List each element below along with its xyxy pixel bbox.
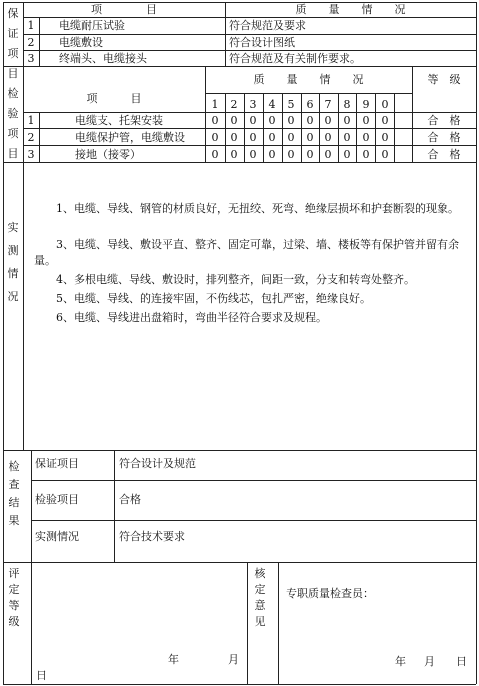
guarantee-row-item: 终端头、电缆接头 <box>59 52 147 65</box>
inspection-header-grade: 等 级 <box>427 73 461 86</box>
digit-header: 6 <box>306 98 314 111</box>
inspection-row-no: 1 <box>27 114 35 127</box>
inspection-value: 0 <box>249 114 257 127</box>
inspection-value: 0 <box>362 114 370 127</box>
rating-date-day: 日 <box>36 669 47 682</box>
digit-header: 8 <box>343 98 351 111</box>
digit-header: 5 <box>287 98 295 111</box>
inspection-value: 0 <box>249 148 257 161</box>
rating-side-label: 评定等级 <box>8 567 20 628</box>
inspection-row-item: 接地（接零） <box>75 148 141 161</box>
inspection-value: 0 <box>324 131 332 144</box>
measured-paragraph: 6、电缆、导线进出盘箱时，弯曲半径符合要求及规程。 <box>56 311 327 324</box>
inspection-value: 0 <box>268 131 276 144</box>
digit-header: 0 <box>381 98 389 111</box>
inspection-header-quality: 质 量 情 况 <box>253 73 364 86</box>
guarantee-row-quality: 符合规范及有关制作要求。 <box>229 52 361 65</box>
inspection-value: 0 <box>324 114 332 127</box>
digit-header: 2 <box>230 98 238 111</box>
guarantee-row-no: 2 <box>27 36 35 49</box>
guarantee-row-quality: 符合设计图纸 <box>229 36 295 49</box>
guarantee-row-item: 电缆耐压试验 <box>59 19 125 32</box>
inspection-value: 0 <box>268 148 276 161</box>
rating-date-year: 年 <box>168 653 179 666</box>
inspection-value: 0 <box>381 131 389 144</box>
inspection-value: 0 <box>230 114 238 127</box>
inspection-row-no: 2 <box>27 131 35 144</box>
inspection-row-no: 3 <box>27 148 35 161</box>
result-row-value: 符合设计及规范 <box>119 457 196 470</box>
digit-header: 7 <box>324 98 332 111</box>
inspection-value: 0 <box>230 131 238 144</box>
inspection-value: 0 <box>268 114 276 127</box>
approval-date-day: 日 <box>456 655 467 668</box>
digit-header: 9 <box>362 98 370 111</box>
inspection-row-item: 电缆保护管，电缆敷设 <box>75 131 185 144</box>
measured-paragraph: 1、电缆、导线、钢管的材质良好，无扭绞、死弯、绝缘层损坏和护套断裂的现象。 <box>56 202 459 215</box>
inspection-value: 0 <box>230 148 238 161</box>
guarantee-header-item: 项 目 <box>91 3 157 16</box>
guarantee-row-no: 3 <box>27 52 35 65</box>
result-row-label: 保证项目 <box>35 457 79 470</box>
rating-date-month: 月 <box>228 653 239 666</box>
inspection-value: 0 <box>324 148 332 161</box>
digit-header: 3 <box>249 98 257 111</box>
inspection-value: 0 <box>306 114 314 127</box>
inspection-row-grade: 合 格 <box>427 114 461 127</box>
guarantee-row-no: 1 <box>27 19 35 32</box>
approval-inspector-label: 专职质量检查员： <box>286 587 374 600</box>
inspection-value: 0 <box>362 131 370 144</box>
guarantee-side-label: 保证项目 <box>7 7 19 80</box>
quality-inspection-form <box>3 2 476 684</box>
guarantee-header-quality: 质 量 情 况 <box>295 3 406 16</box>
inspection-value: 0 <box>211 131 219 144</box>
border-left <box>3 2 4 684</box>
digit-header: 1 <box>211 98 219 111</box>
inspection-side-label: 检验项目 <box>7 87 19 160</box>
inspection-value: 0 <box>306 148 314 161</box>
measured-paragraph: 5、电缆、导线、的连接牢固，不伤线芯，包扎严密，绝缘良好。 <box>56 292 371 305</box>
inspection-row-grade: 合 格 <box>427 148 461 161</box>
inspection-row-item: 电缆支、托架安装 <box>75 114 163 127</box>
result-row-value: 符合技术要求 <box>119 530 185 543</box>
approval-side-label: 核定意见 <box>254 567 266 628</box>
inspection-value: 0 <box>287 131 295 144</box>
inspection-value: 0 <box>343 148 351 161</box>
measured-paragraph: 3、电缆、导线、敷设平直、整齐、固定可靠，过梁、墙、楼板等有保护管并留有余量。 <box>34 238 459 267</box>
approval-date-month: 月 <box>424 655 435 668</box>
inspection-header-item: 项 目 <box>86 92 142 105</box>
result-row-label: 实测情况 <box>35 530 79 543</box>
inspection-value: 0 <box>287 114 295 127</box>
inspection-value: 0 <box>381 148 389 161</box>
inspection-value: 0 <box>211 114 219 127</box>
approval-date-year: 年 <box>395 655 406 668</box>
inspection-value: 0 <box>343 131 351 144</box>
guarantee-row-quality: 符合规范及要求 <box>229 19 306 32</box>
inspection-value: 0 <box>362 148 370 161</box>
inspection-value: 0 <box>381 114 389 127</box>
border-right <box>476 2 477 684</box>
inspection-value: 0 <box>306 131 314 144</box>
result-row-value: 合格 <box>119 493 141 506</box>
inspection-value: 0 <box>249 131 257 144</box>
measured-paragraph: 4、多根电缆、导线、敷设时，排列整齐，间距一致，分支和转弯处整齐。 <box>56 273 415 286</box>
digit-header: 4 <box>268 98 276 111</box>
measured-side-label: 实测情况 <box>7 221 19 303</box>
inspection-value: 0 <box>211 148 219 161</box>
inspection-value: 0 <box>343 114 351 127</box>
inspection-value: 0 <box>287 148 295 161</box>
result-row-label: 检验项目 <box>35 493 79 506</box>
inspection-row-grade: 合 格 <box>427 131 461 144</box>
border-bottom <box>3 684 476 685</box>
guarantee-row-item: 电缆敷设 <box>59 36 103 49</box>
result-side-label: 检查结果 <box>8 460 20 527</box>
